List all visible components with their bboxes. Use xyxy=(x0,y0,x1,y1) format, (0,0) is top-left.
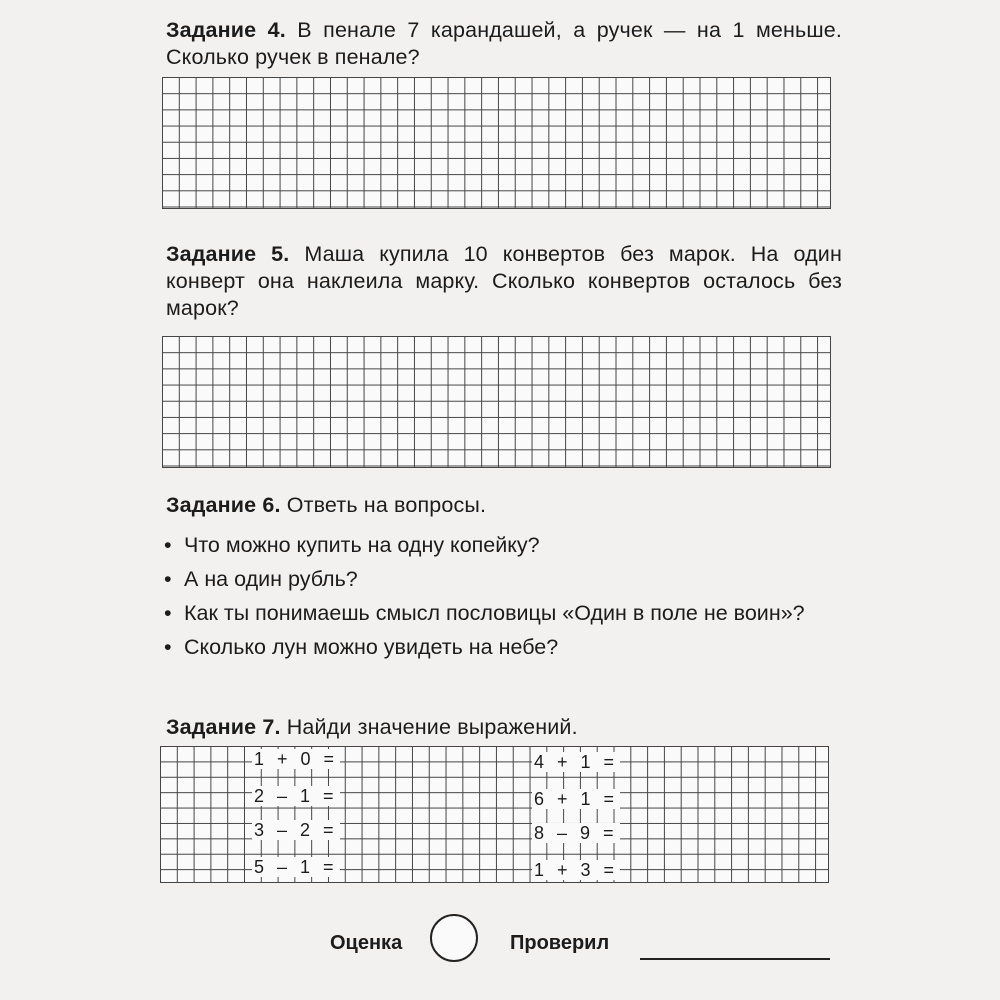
question-text: Сколько лун можно увидеть на небе? xyxy=(184,635,559,659)
expression-left-3: 3 – 2 = xyxy=(254,820,338,840)
expression-left-4: 5 – 1 = xyxy=(254,857,338,877)
task-7-label: Задание 7. xyxy=(166,715,281,739)
task-4-text: В пенале 7 карандашей, а ручек — на 1 меньше. Сколько ручек в пенале? xyxy=(166,18,842,69)
task-6-label: Задание 6. xyxy=(166,493,281,517)
task-6-questions xyxy=(160,530,850,666)
expression-right-4: 1 + 3 = xyxy=(534,860,619,880)
task-5-answer-grid[interactable] xyxy=(162,336,831,468)
task-7 xyxy=(166,714,842,741)
task-4 xyxy=(166,17,842,71)
question-item xyxy=(160,632,850,662)
checked-label: Проверил xyxy=(510,932,610,954)
question-text: А на один рубль? xyxy=(184,567,358,591)
question-item xyxy=(160,530,850,560)
task-5-text: Маша купила 10 конвертов без марок. На один конверт она наклеила марку. Сколько конвертов осталось без марок? xyxy=(166,242,842,320)
bullet-icon: • xyxy=(164,635,172,659)
question-text: Как ты понимаешь смысл пословицы «Один в поле не воин»? xyxy=(184,601,805,625)
task-4-label: Задание 4. xyxy=(166,18,286,42)
task-5 xyxy=(166,241,842,322)
bullet-icon: • xyxy=(164,567,172,591)
question-item xyxy=(160,564,850,594)
expression-right-3: 8 – 9 = xyxy=(534,823,618,843)
grade-circle[interactable] xyxy=(430,914,478,962)
expression-left-2: 2 – 1 = xyxy=(254,786,338,806)
question-item xyxy=(160,598,850,628)
question-text: Что можно купить на одну копейку? xyxy=(184,533,540,557)
grade-label: Оценка xyxy=(330,932,403,954)
task-6 xyxy=(166,492,842,519)
expression-left-1: 1 + 0 = xyxy=(254,749,339,769)
task-5-label: Задание 5. xyxy=(166,242,290,266)
task-7-text: Найди значение выражений. xyxy=(286,715,578,739)
expression-right-1: 4 + 1 = xyxy=(534,752,619,772)
bullet-icon: • xyxy=(164,601,172,625)
signature-line[interactable] xyxy=(640,958,830,960)
bullet-icon: • xyxy=(164,533,172,557)
task-4-answer-grid[interactable] xyxy=(162,77,831,209)
task-6-text: Ответь на вопросы. xyxy=(286,493,487,517)
expression-right-2: 6 + 1 = xyxy=(534,789,619,809)
